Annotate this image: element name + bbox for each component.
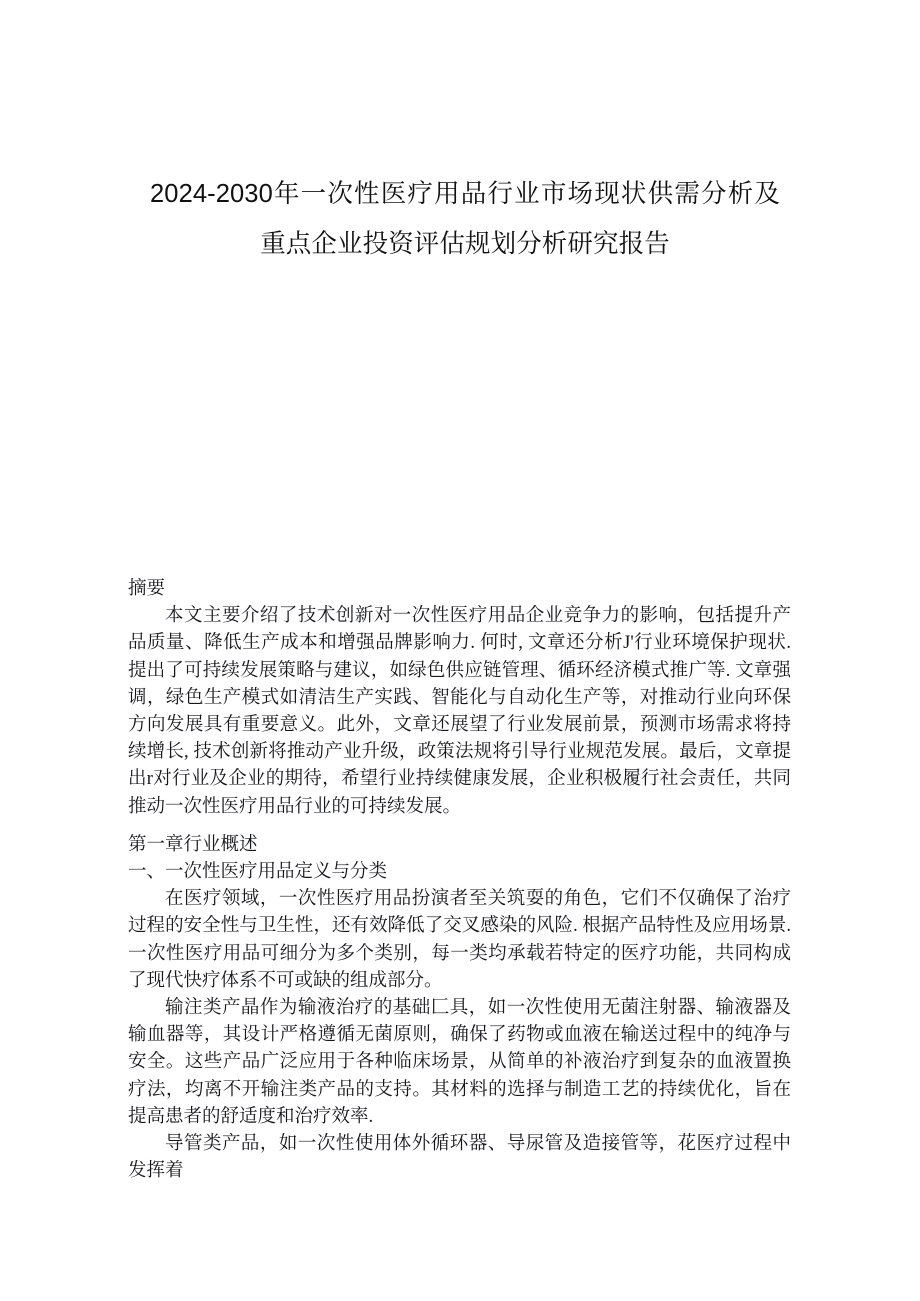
section-spacer [128, 821, 791, 832]
chapter-heading: 第一章行业概述 [128, 834, 258, 855]
body-paragraph-1: 在医疗领域，一次性医疗用品扮演者至关筑耍的角色，它们不仅确保了治疗过程的安全性与卫生性，还有效降低了交叉感染的风险. 根据产品特性及应用场景. 一次性医疗用品可细分为多个类别，每一类均承载若特定的医疗功能，共同构成了现代快疗体系不可或缺的组成部分。 [128, 889, 791, 991]
abstract-label: 摘要 [128, 579, 166, 599]
document-body [128, 576, 791, 1185]
abstract-paragraph: 本文主要介绍了技术创新对一次性医疗用品企业竞争力的影响，包括提升产品质量、降低生产成本和增强品牌影响力. 何时, 文章还分析J'行业环境保护现状. 提出了可持续发展策略与建议，如绿色供应链管理、循环经济模式推广等. 文章强调，绿色生产模式如清洁生产实践、智能化与自动化生产等，对推动行业向环保方向发展具有重要意义。此外，文章还展望了行业发展前景，预测市场需求将持续增长, 技术创新将推动产业升级，政策法规将引导行业规范发展。最后，文章提出r对行业及企业的期待，希望行业持续健康发展，企业积极履行社会责任，共同推动一次性医疗用品行业的可持续发展。 [128, 606, 791, 817]
section-heading: 一、一次性医疗用品定义与分类 [128, 862, 388, 883]
body-paragraph-2: 输注类产晶作为输液治疗的基础匚具，如一次性使用无菌注射器、输液器及输血器等，其设计严格遵循无菌原则，确保了药物或血液在输送过程中的纯净与安全。这些产品广泛应用于各种临床场景，从简单的补液治疗到复杂的血液置换疗法，均离不开输注类产品的支持。其材料的选择与制造工艺的持续优化，旨在提高患者的舒适度和治疗效率. [128, 998, 791, 1127]
body-paragraph-3: 导管类产品，如一次性使用体外循环器、导尿管及造接管等，花医疗过程中发挥着 [128, 1134, 791, 1182]
page-title: 2024-2030年一次性医疗用品行业市场现状供需分析及重点企业投资评估规划分析研究报告 [150, 180, 780, 259]
